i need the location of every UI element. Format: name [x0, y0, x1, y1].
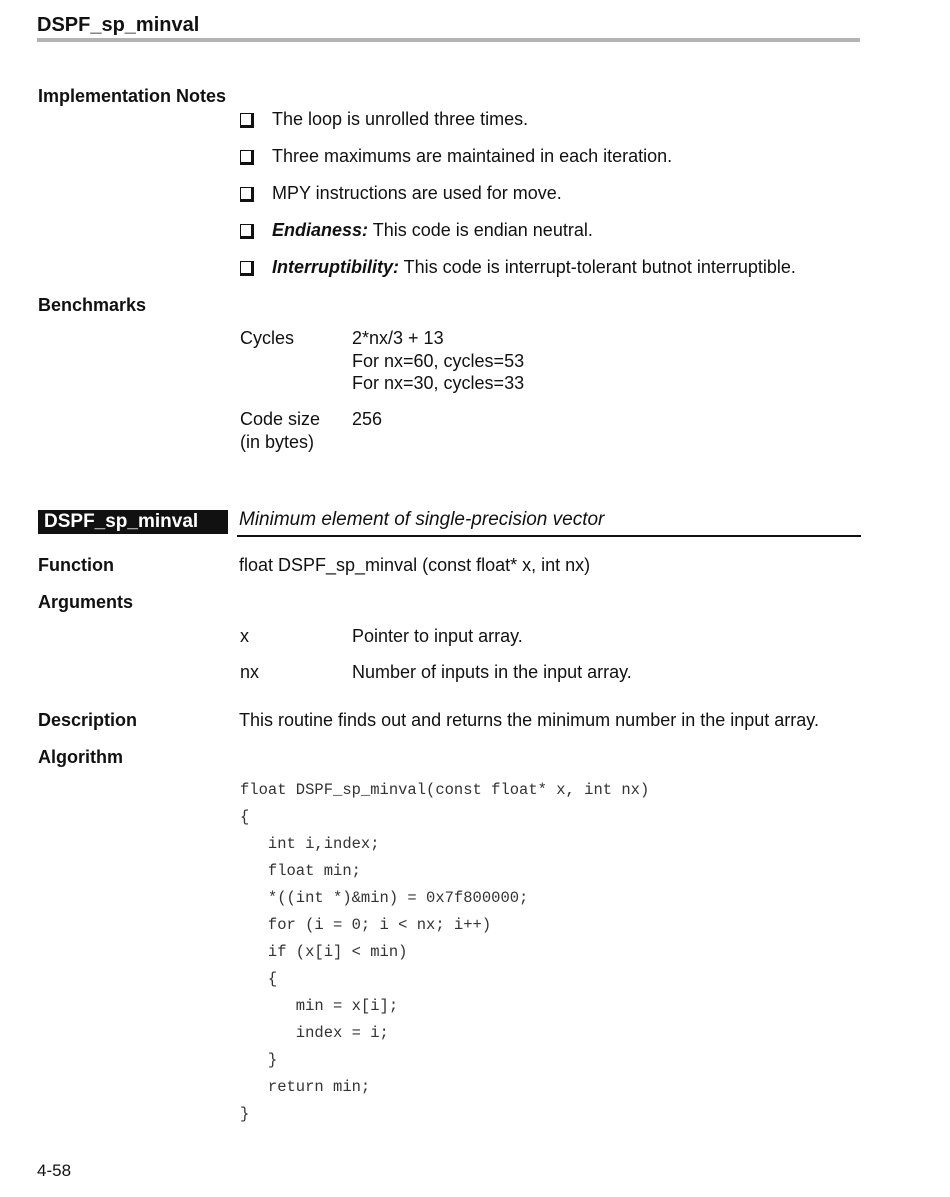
checkbox-bullet-icon [240, 113, 254, 128]
code-line: } [240, 1051, 278, 1069]
code-line: min = x[i]; [240, 997, 399, 1015]
running-header: DSPF_sp_minval [37, 14, 200, 36]
checkbox-bullet-icon [240, 150, 254, 165]
codesize-value: 256 [352, 409, 383, 429]
cycles-label: Cycles [240, 328, 295, 348]
codesize-label-line: (in bytes) [240, 431, 315, 452]
code-line: float DSPF_sp_minval(const float* x, int nx) [240, 781, 650, 799]
code-line: for (i = 0; i < nx; i++) [240, 916, 492, 934]
bullet-prefix: Interruptibility: [272, 257, 399, 277]
bullet-text: Three maximums are maintained in each iteration. [272, 146, 673, 166]
section-tag: DSPF_sp_minval [38, 510, 228, 534]
header-rule [37, 38, 860, 42]
codesize-label [240, 408, 320, 453]
code-line: return min; [240, 1078, 371, 1096]
impl-note-bullet [240, 257, 860, 281]
code-line: int i,index; [240, 835, 380, 853]
code-line: float min; [240, 862, 361, 880]
checkbox-bullet-icon [240, 224, 254, 239]
bullet-text: MPY instructions are used for move. [272, 183, 562, 203]
bullet-text: This code is interrupt-tolerant butnot interruptible. [399, 257, 796, 277]
impl-note-bullet [240, 183, 860, 207]
description-text: This routine finds out and returns the minimum number in the input array. [239, 710, 819, 730]
cycles-values [352, 327, 524, 395]
code-line: if (x[i] < min) [240, 943, 408, 961]
cycles-line: For nx=30, cycles=33 [352, 373, 525, 393]
impl-note-bullet [240, 220, 860, 244]
section-title: Minimum element of single-precision vector [239, 509, 605, 530]
code-line: { [240, 970, 278, 988]
algorithm-label: Algorithm [38, 747, 123, 767]
argument-name: nx [240, 662, 260, 682]
bullet-prefix: Endianess: [272, 220, 369, 240]
argument-name: x [240, 626, 249, 646]
impl-note-bullet [240, 109, 860, 133]
bullet-text: This code is endian neutral. [368, 220, 593, 240]
cycles-line: For nx=60, cycles=53 [352, 350, 525, 371]
description-label: Description [38, 710, 138, 730]
checkbox-bullet-icon [240, 261, 254, 276]
checkbox-bullet-icon [240, 187, 254, 202]
code-line: { [240, 808, 250, 826]
bullet-text: The loop is unrolled three times. [272, 109, 529, 129]
section-rule [237, 535, 861, 537]
impl-notes-label: Implementation Notes [38, 86, 227, 106]
argument-desc: Pointer to input array. [352, 626, 523, 646]
cycles-line: 2*nx/3 + 13 [352, 328, 444, 348]
code-line: } [240, 1105, 250, 1123]
arguments-label: Arguments [38, 592, 134, 612]
function-signature: float DSPF_sp_minval (const float* x, int nx) [239, 555, 591, 575]
impl-note-bullet [240, 146, 860, 170]
page-number: 4-58 [37, 1161, 72, 1180]
code-line: index = i; [240, 1024, 389, 1042]
codesize-label-line: Code size [240, 409, 321, 429]
code-line: *((int *)&min) = 0x7f800000; [240, 889, 529, 907]
benchmarks-label: Benchmarks [38, 295, 147, 315]
argument-desc: Number of inputs in the input array. [352, 662, 632, 682]
function-label: Function [38, 555, 114, 575]
